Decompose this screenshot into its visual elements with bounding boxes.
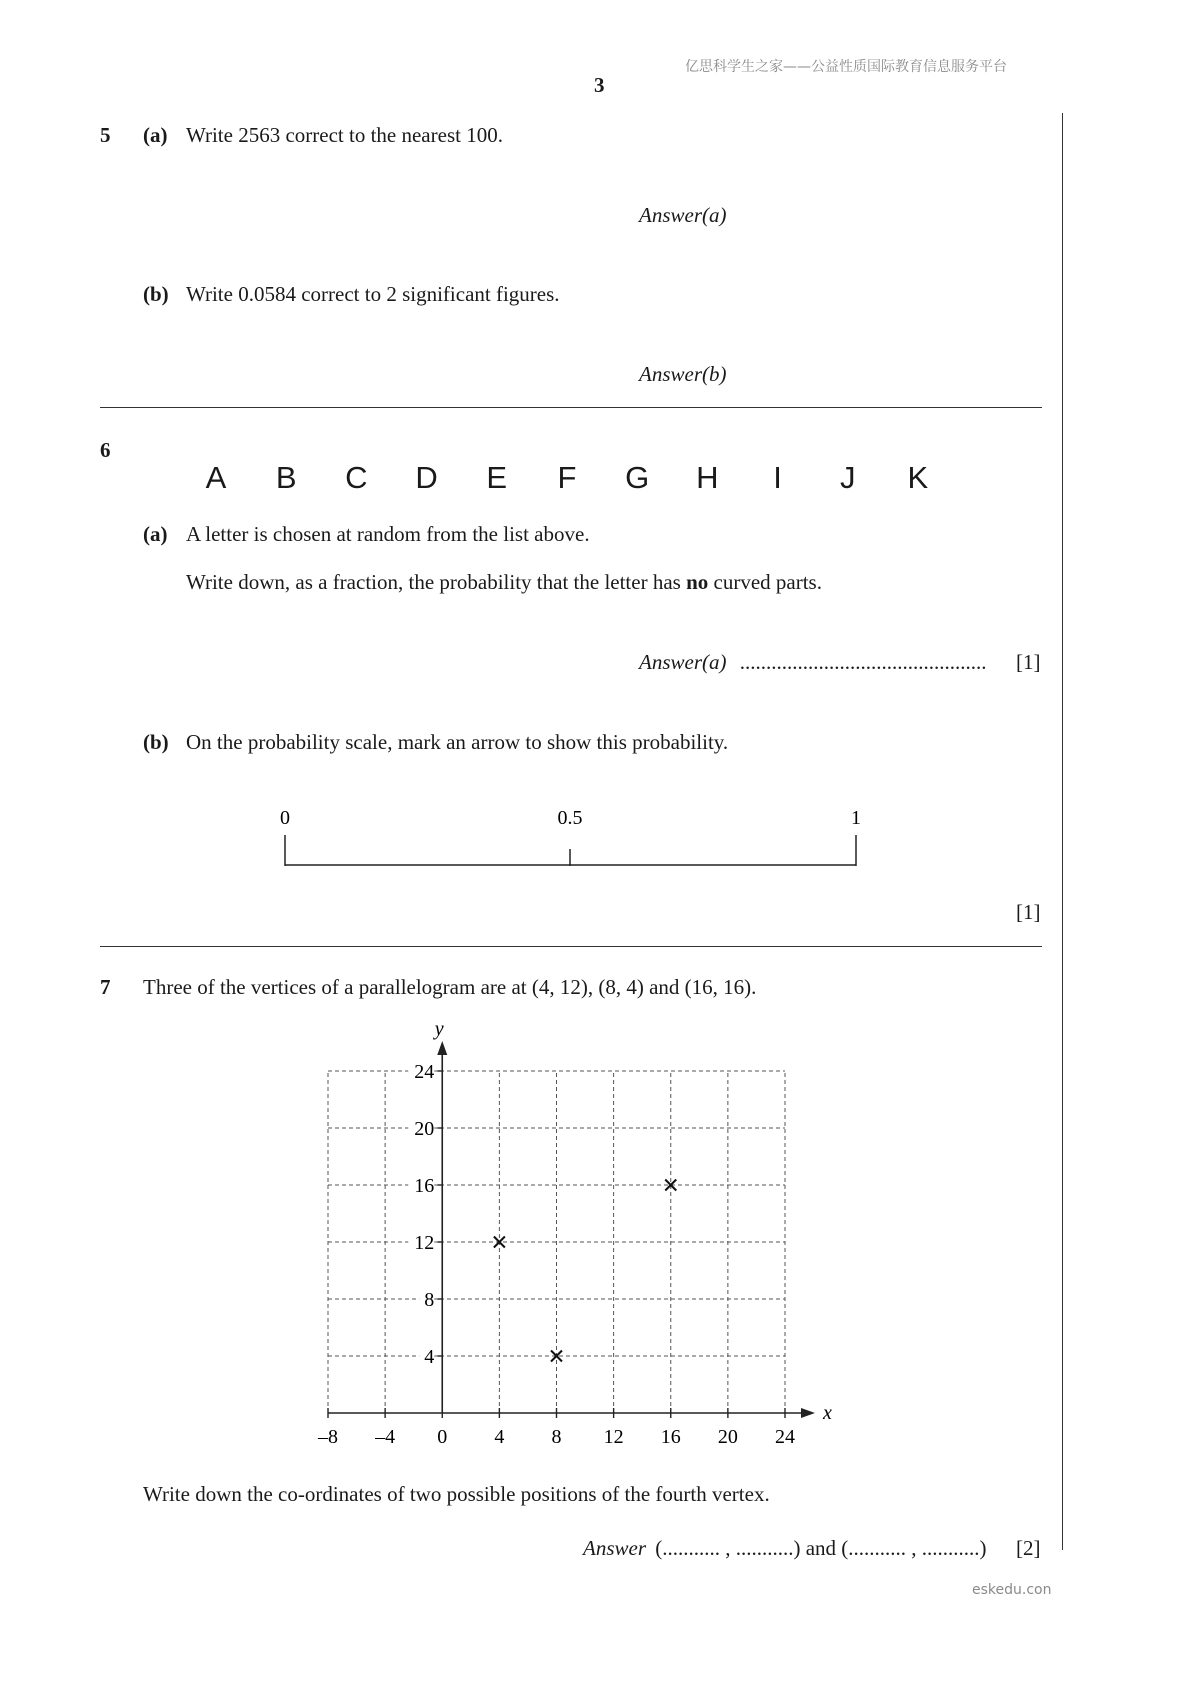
q5-number: 5 [100, 123, 111, 147]
q6-b-marks: [1] [1016, 900, 1041, 924]
q6-a-marks: [1] [1016, 650, 1041, 674]
x-tick-label: 20 [717, 1426, 738, 1448]
letter-item: I [773, 460, 782, 495]
letter-item: B [275, 460, 297, 495]
letter-item: J [839, 460, 856, 495]
x-tick-label: 12 [603, 1426, 624, 1448]
q6-b-text: On the probability scale, mark an arrow to show this probability. [186, 730, 729, 754]
x-tick-label: 8 [551, 1426, 562, 1448]
x-tick-label: 24 [775, 1426, 795, 1448]
letter-item: F [557, 460, 577, 495]
letter-list [196, 460, 938, 496]
header-watermark: 亿思科学生之家——公益性质国际教育信息服务平台 [685, 59, 1007, 75]
q6-b-label: (b) [143, 730, 169, 754]
coordinate-grid-chart [300, 1015, 840, 1475]
letter-item: E [486, 460, 508, 495]
letter-item: C [345, 460, 368, 495]
q7-marks: [2] [1016, 1536, 1041, 1560]
x-tick-label: –8 [318, 1426, 338, 1448]
q7-answer: Answer (........... , ...........) and (........... , ...........) [583, 1536, 987, 1560]
letter-item: D [415, 460, 438, 495]
x-tick-label: 4 [494, 1426, 505, 1448]
q6-number: 6 [100, 438, 111, 462]
q6-a-text2: Write down, as a fraction, the probability that the letter has no curved parts. [186, 570, 822, 594]
x-axis-arrow [801, 1408, 815, 1418]
x-tick-label: 16 [660, 1426, 681, 1448]
probability-scale[interactable] [270, 800, 870, 870]
q5-a-answer-label: Answer(a) [639, 203, 727, 227]
scale-label: 1 [851, 807, 861, 829]
q5-a-label: (a) [143, 123, 168, 147]
x-axis-label: x [823, 1402, 832, 1424]
margin-line [1062, 113, 1063, 1550]
x-tick-label: –4 [375, 1426, 396, 1448]
q7-text: Three of the vertices of a parallelogram are at (4, 12), (8, 4) and (16, 16). [143, 975, 757, 999]
letter-item: A [205, 460, 227, 495]
y-tick-label: 4 [424, 1346, 435, 1368]
answer-line[interactable]: ............................................... [739, 650, 987, 674]
y-tick-label: 16 [414, 1175, 435, 1197]
q5-b-label: (b) [143, 282, 169, 306]
q5-b-text: Write 0.0584 correct to 2 significant figures. [186, 282, 560, 306]
letter-item: G [625, 460, 650, 495]
q6-a-label: (a) [143, 522, 168, 546]
y-tick-label: 20 [414, 1118, 435, 1140]
q5-b-answer-label: Answer(b) [639, 362, 727, 386]
footer-watermark: eskedu.con [972, 1582, 1052, 1598]
y-tick-label: 12 [414, 1232, 435, 1254]
y-axis-label: y [434, 1018, 444, 1040]
letter-item: K [907, 460, 929, 495]
x-tick-label: 0 [437, 1426, 448, 1448]
q7-number: 7 [100, 975, 111, 999]
q7-instruction: Write down the co-ordinates of two possible positions of the fourth vertex. [143, 1482, 770, 1506]
y-axis-arrow [437, 1041, 447, 1055]
page-number: 3 [594, 73, 605, 97]
divider [100, 407, 1042, 408]
q5-a-text: Write 2563 correct to the nearest 100. [186, 123, 503, 147]
letter-item: H [696, 460, 719, 495]
answer-coordinates[interactable]: (........... , ...........) and (........... , ...........) [655, 1536, 987, 1560]
q6-a-answer: Answer(a) ............................................... [639, 650, 987, 674]
scale-label: 0.5 [557, 807, 583, 829]
y-tick-label: 8 [424, 1289, 435, 1311]
q6-a-text: A letter is chosen at random from the list above. [186, 522, 590, 546]
divider [100, 946, 1042, 947]
scale-label: 0 [280, 807, 290, 829]
y-tick-label: 24 [414, 1061, 435, 1083]
